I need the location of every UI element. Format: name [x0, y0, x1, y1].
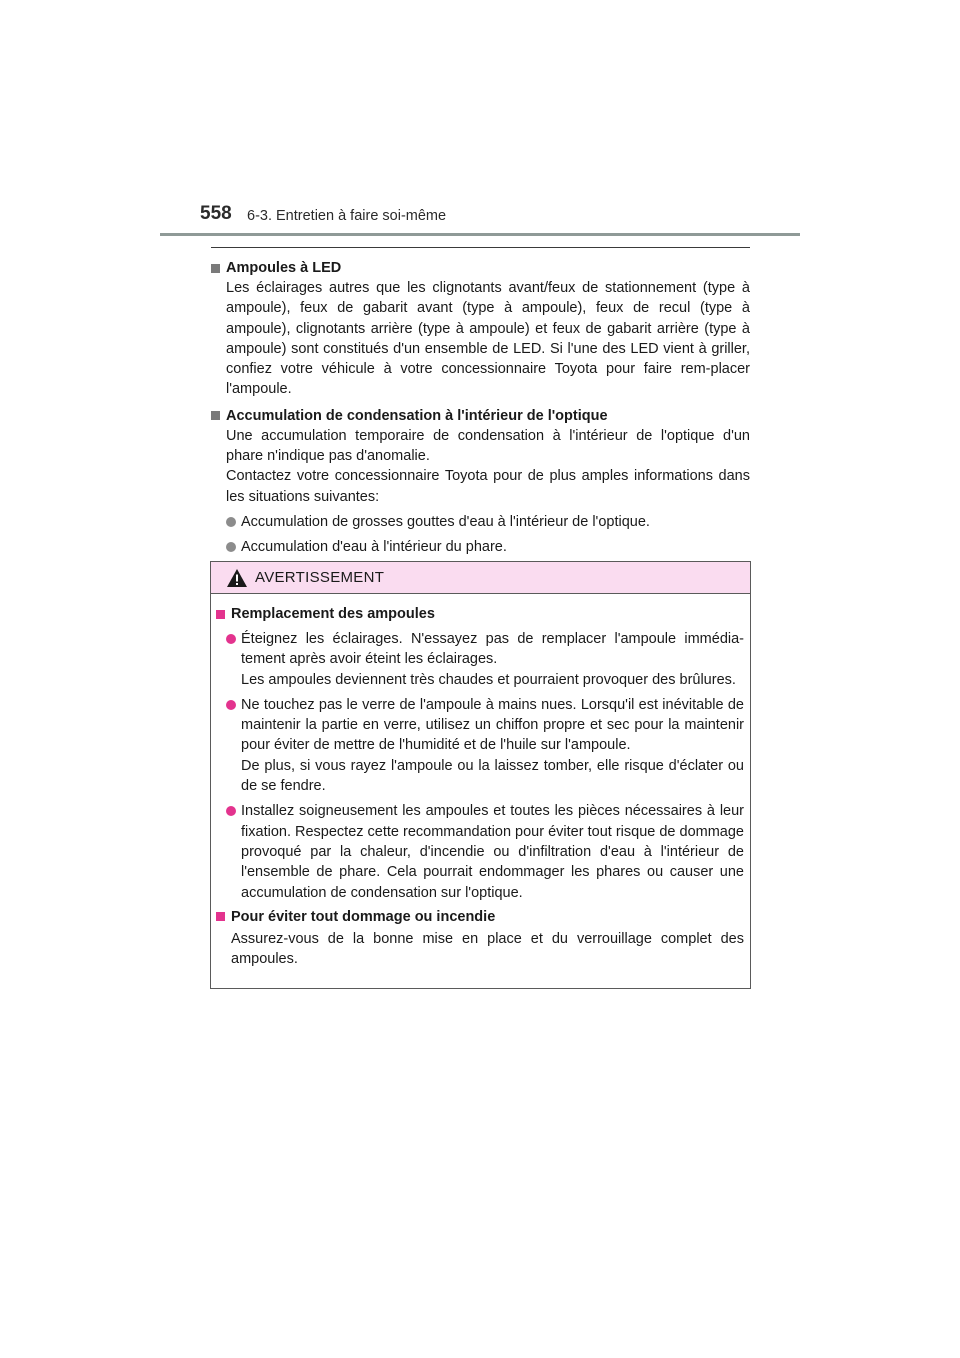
square-bullet-icon	[211, 264, 220, 273]
round-bullet-icon	[226, 517, 236, 527]
list-item-text: Installez soigneusement les ampoules et toutes les pièces nécessaires à leur fixation. Respectez cette recommandation pour éviter tout risque de dommage provoqué par la chaleur, d'incendie ou d'infiltration d'eau à l'intérieur de l'ensemble de phare. Cela pourrait endommager les phares ou causer une accumulation de condensation sur l'optique.	[241, 803, 744, 901]
list-item-text: Éteignez les éclairages. N'essayez pas de remplacer l'ampoule immédia-tement après avoir éteint les éclairages. Les ampoules deviennent très chaudes et pourraient provoquer des brûlures.	[241, 631, 744, 688]
square-bullet-icon	[216, 610, 225, 619]
round-bullet-icon	[226, 634, 236, 644]
section-title: 6-3. Entretien à faire soi-même	[247, 208, 447, 224]
paragraph: Les éclairages autres que les clignotants avant/feux de stationnement (type à ampoule), feux de gabarit avant (type à ampoule), feux de recul (type à ampoule), clignotants arrière (type à ampoule) et feux de gabarit arrière (type à ampoule) sont constitués d'un ensemble de LED. Si l'une des LED vient à griller, confiez votre véhicule à votre concessionnaire Toyota pour faire rem-placer l'ampoule.	[226, 280, 750, 398]
list-item-text: Accumulation de grosses gouttes d'eau à l'intérieur de l'optique.	[241, 513, 650, 530]
section-heading-text: Remplacement des ampoules	[231, 606, 435, 622]
list-item	[211, 512, 750, 532]
list-item	[211, 537, 750, 557]
warning-body	[211, 594, 750, 969]
paragraph: Une accumulation temporaire de condensation à l'intérieur de l'optique d'un phare n'indique pas d'anomalie.	[226, 427, 750, 465]
paragraph: Contactez votre concessionnaire Toyota pour de plus amples informations dans les situations suivantes:	[226, 468, 750, 505]
section-heading-text: Ampoules à LED	[226, 260, 342, 276]
round-bullet-icon	[226, 806, 236, 816]
round-bullet-icon	[226, 542, 236, 552]
section-heading-text: Pour éviter tout dommage ou incendie	[231, 908, 496, 925]
warning-triangle-icon	[226, 568, 248, 588]
square-bullet-icon	[211, 411, 220, 420]
section-heading-text: Accumulation de condensation à l'intérieur de l'optique	[226, 407, 608, 424]
warning-title: AVERTISSEMENT	[255, 569, 385, 586]
content-rule	[211, 247, 750, 248]
round-bullet-icon	[226, 700, 236, 710]
list-item	[216, 801, 744, 902]
list-item-text: Ne touchez pas le verre de l'ampoule à mains nues. Lorsqu'il est inévitable de maintenir la partie en verre, utilisez un chiffon propre et sec pour la maintenir pour éviter de mettre de l'humidité et de l'huile sur l'ampoule. De plus, si vous rayez l'ampoule ou la laissez tomber, elle risque d'éclater ou de se fendre.	[241, 696, 744, 795]
header-rule	[160, 233, 800, 236]
paragraph: Assurez-vous de la bonne mise en place et du verrouillage complet des ampoules.	[231, 930, 744, 968]
section-heading	[211, 406, 750, 426]
list-item	[216, 695, 744, 796]
section-heading	[211, 258, 750, 278]
warning-box	[210, 561, 751, 989]
list-item-text: Accumulation d'eau à l'intérieur du phare.	[241, 539, 507, 556]
warning-section-heading	[216, 907, 744, 927]
main-content	[211, 258, 750, 558]
warning-header	[211, 562, 750, 594]
square-bullet-icon	[216, 912, 225, 921]
list-item	[216, 629, 744, 690]
warning-section-heading	[216, 604, 744, 624]
page-number: 558	[200, 203, 232, 224]
